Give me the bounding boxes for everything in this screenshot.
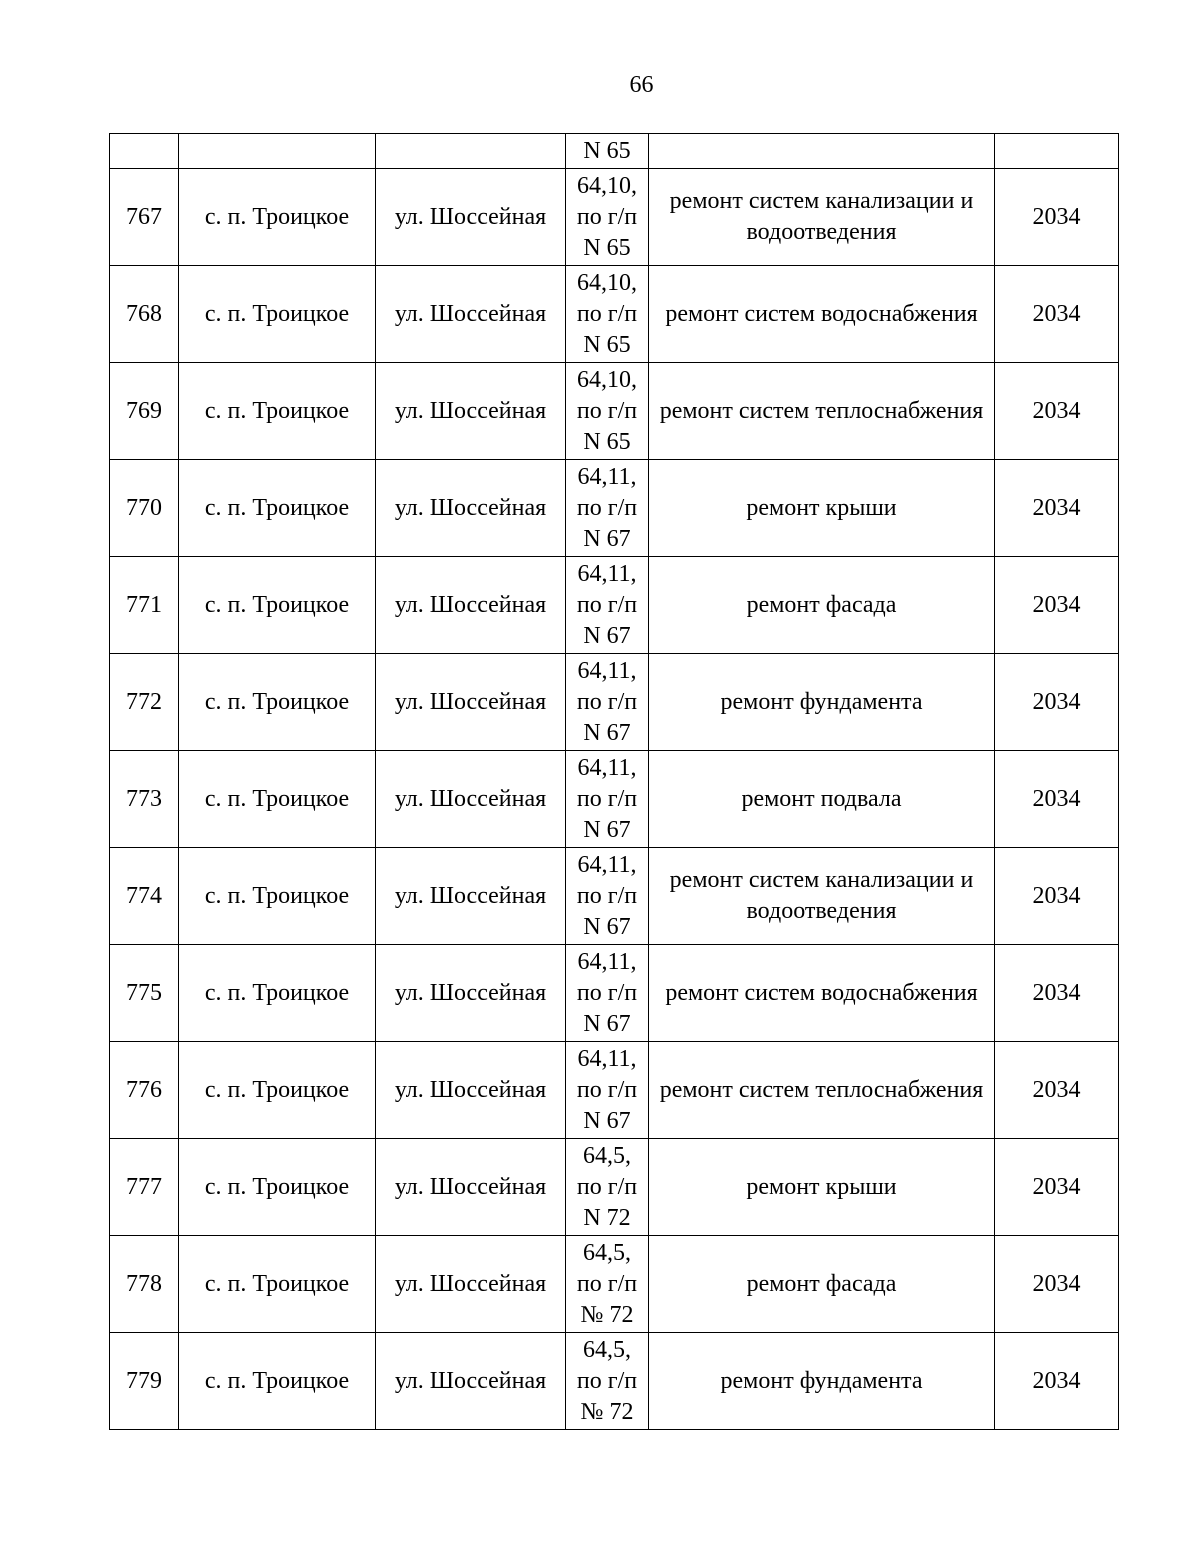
cell-num: 779 (110, 1333, 179, 1430)
cell-num: 771 (110, 557, 179, 654)
cell-year: 2034 (995, 1333, 1119, 1430)
repair-schedule-table (109, 133, 1119, 1430)
house-line: по г/п (576, 591, 638, 618)
table-row (110, 363, 1119, 460)
cell-house (566, 654, 649, 751)
cell-house (566, 751, 649, 848)
cell-settlement (179, 134, 376, 169)
cell-house (566, 134, 649, 169)
table-body (110, 134, 1119, 1430)
house-line: по г/п (576, 494, 638, 521)
house-line: N 65 (583, 138, 631, 164)
house-line: N 67 (583, 525, 631, 552)
cell-street: ул. Шоссейная (376, 460, 566, 557)
table-row (110, 848, 1119, 945)
cell-work: ремонт фасада (649, 1236, 995, 1333)
house-line: N 65 (583, 331, 631, 358)
cell-work: ремонт фасада (649, 557, 995, 654)
cell-settlement: с. п. Троицкое (179, 266, 376, 363)
house-line: N 67 (583, 622, 631, 649)
house-line: 64,5, (583, 1142, 631, 1169)
table-row (110, 266, 1119, 363)
cell-year: 2034 (995, 1236, 1119, 1333)
cell-street: ул. Шоссейная (376, 1042, 566, 1139)
cell-work: ремонт систем теплоснабжения (649, 1042, 995, 1139)
house-line: 64,11, (577, 754, 637, 781)
cell-street: ул. Шоссейная (376, 945, 566, 1042)
house-line: 64,11, (577, 560, 637, 587)
cell-street: ул. Шоссейная (376, 848, 566, 945)
house-line: по г/п (576, 300, 638, 327)
cell-settlement: с. п. Троицкое (179, 848, 376, 945)
table-row (110, 1333, 1119, 1430)
cell-year: 2034 (995, 557, 1119, 654)
cell-house (566, 1333, 649, 1430)
cell-year: 2034 (995, 1139, 1119, 1236)
cell-num: 777 (110, 1139, 179, 1236)
house-line: № 72 (580, 1398, 634, 1425)
table-row (110, 654, 1119, 751)
cell-house (566, 1236, 649, 1333)
cell-settlement: с. п. Троицкое (179, 945, 376, 1042)
house-line: 64,11, (577, 463, 637, 490)
house-line: 64,11, (577, 948, 637, 975)
cell-work (649, 134, 995, 169)
cell-settlement: с. п. Троицкое (179, 557, 376, 654)
cell-street: ул. Шоссейная (376, 266, 566, 363)
cell-work: ремонт крыши (649, 460, 995, 557)
cell-num: 767 (110, 169, 179, 266)
cell-house (566, 557, 649, 654)
cell-num: 775 (110, 945, 179, 1042)
house-line: по г/п (576, 785, 638, 812)
cell-work: ремонт фундамента (649, 1333, 995, 1430)
cell-street: ул. Шоссейная (376, 751, 566, 848)
cell-street: ул. Шоссейная (376, 1139, 566, 1236)
house-line: по г/п (576, 979, 638, 1006)
cell-num: 774 (110, 848, 179, 945)
cell-year: 2034 (995, 751, 1119, 848)
cell-street: ул. Шоссейная (376, 557, 566, 654)
house-line: N 67 (583, 913, 631, 940)
page-number: 66 (629, 72, 654, 98)
cell-settlement: с. п. Троицкое (179, 1139, 376, 1236)
house-line: 64,11, (577, 851, 637, 878)
house-line: N 65 (583, 428, 631, 455)
cell-year (995, 134, 1119, 169)
cell-street (376, 134, 566, 169)
cell-house (566, 945, 649, 1042)
cell-settlement: с. п. Троицкое (179, 1042, 376, 1139)
house-line: 64,5, (583, 1239, 631, 1266)
cell-num: 768 (110, 266, 179, 363)
house-line: 64,11, (577, 657, 637, 684)
house-line: по г/п (576, 882, 638, 909)
house-line: N 67 (583, 719, 631, 746)
cell-settlement: с. п. Троицкое (179, 460, 376, 557)
cell-num: 772 (110, 654, 179, 751)
cell-work: ремонт систем водоснабжения (649, 266, 995, 363)
house-line: N 67 (583, 1010, 631, 1037)
cell-num (110, 134, 179, 169)
house-line: 64,10, (577, 172, 637, 199)
cell-work: ремонт систем канализации и водоотведения (649, 169, 995, 266)
cell-year: 2034 (995, 1042, 1119, 1139)
house-line: N 67 (583, 816, 631, 843)
cell-settlement: с. п. Троицкое (179, 751, 376, 848)
cell-year: 2034 (995, 363, 1119, 460)
house-line: N 65 (583, 234, 631, 261)
cell-year: 2034 (995, 169, 1119, 266)
table-row (110, 945, 1119, 1042)
cell-house (566, 169, 649, 266)
cell-house (566, 363, 649, 460)
cell-house (566, 848, 649, 945)
cell-house (566, 1042, 649, 1139)
house-line: по г/п (576, 397, 638, 424)
house-line: 64,11, (577, 1045, 637, 1072)
house-line: по г/п (576, 688, 638, 715)
cell-num: 778 (110, 1236, 179, 1333)
house-line: № 72 (580, 1301, 634, 1328)
cell-street: ул. Шоссейная (376, 1333, 566, 1430)
cell-num: 776 (110, 1042, 179, 1139)
cell-year: 2034 (995, 848, 1119, 945)
house-line: 64,5, (583, 1336, 631, 1363)
table-row (110, 557, 1119, 654)
cell-settlement: с. п. Троицкое (179, 1333, 376, 1430)
cell-street: ул. Шоссейная (376, 1236, 566, 1333)
cell-house (566, 460, 649, 557)
table-row (110, 460, 1119, 557)
cell-street: ул. Шоссейная (376, 363, 566, 460)
cell-work: ремонт систем водоснабжения (649, 945, 995, 1042)
table-row (110, 1236, 1119, 1333)
cell-house (566, 266, 649, 363)
table-row (110, 1139, 1119, 1236)
cell-work: ремонт фундамента (649, 654, 995, 751)
house-line: по г/п (576, 1076, 638, 1103)
house-line: по г/п (576, 1173, 638, 1200)
cell-settlement: с. п. Троицкое (179, 169, 376, 266)
cell-work: ремонт систем теплоснабжения (649, 363, 995, 460)
cell-num: 773 (110, 751, 179, 848)
cell-settlement: с. п. Троицкое (179, 654, 376, 751)
cell-year: 2034 (995, 266, 1119, 363)
cell-num: 770 (110, 460, 179, 557)
table-row (110, 1042, 1119, 1139)
house-line: по г/п (576, 203, 638, 230)
cell-street: ул. Шоссейная (376, 169, 566, 266)
cell-work: ремонт подвала (649, 751, 995, 848)
cell-year: 2034 (995, 654, 1119, 751)
house-line: по г/п (576, 1270, 638, 1297)
cell-house (566, 1139, 649, 1236)
house-line: по г/п (576, 1367, 638, 1394)
table-row (110, 751, 1119, 848)
cell-year: 2034 (995, 945, 1119, 1042)
cell-street: ул. Шоссейная (376, 654, 566, 751)
cell-settlement: с. п. Троицкое (179, 1236, 376, 1333)
house-line: N 67 (583, 1107, 631, 1134)
table-row (110, 169, 1119, 266)
house-line: N 72 (583, 1204, 631, 1231)
continuation-row (110, 134, 1119, 169)
cell-work: ремонт систем канализации и водоотведения (649, 848, 995, 945)
house-line: 64,10, (577, 366, 637, 393)
cell-year: 2034 (995, 460, 1119, 557)
cell-num: 769 (110, 363, 179, 460)
cell-work: ремонт крыши (649, 1139, 995, 1236)
house-line: 64,10, (577, 269, 637, 296)
cell-settlement: с. п. Троицкое (179, 363, 376, 460)
